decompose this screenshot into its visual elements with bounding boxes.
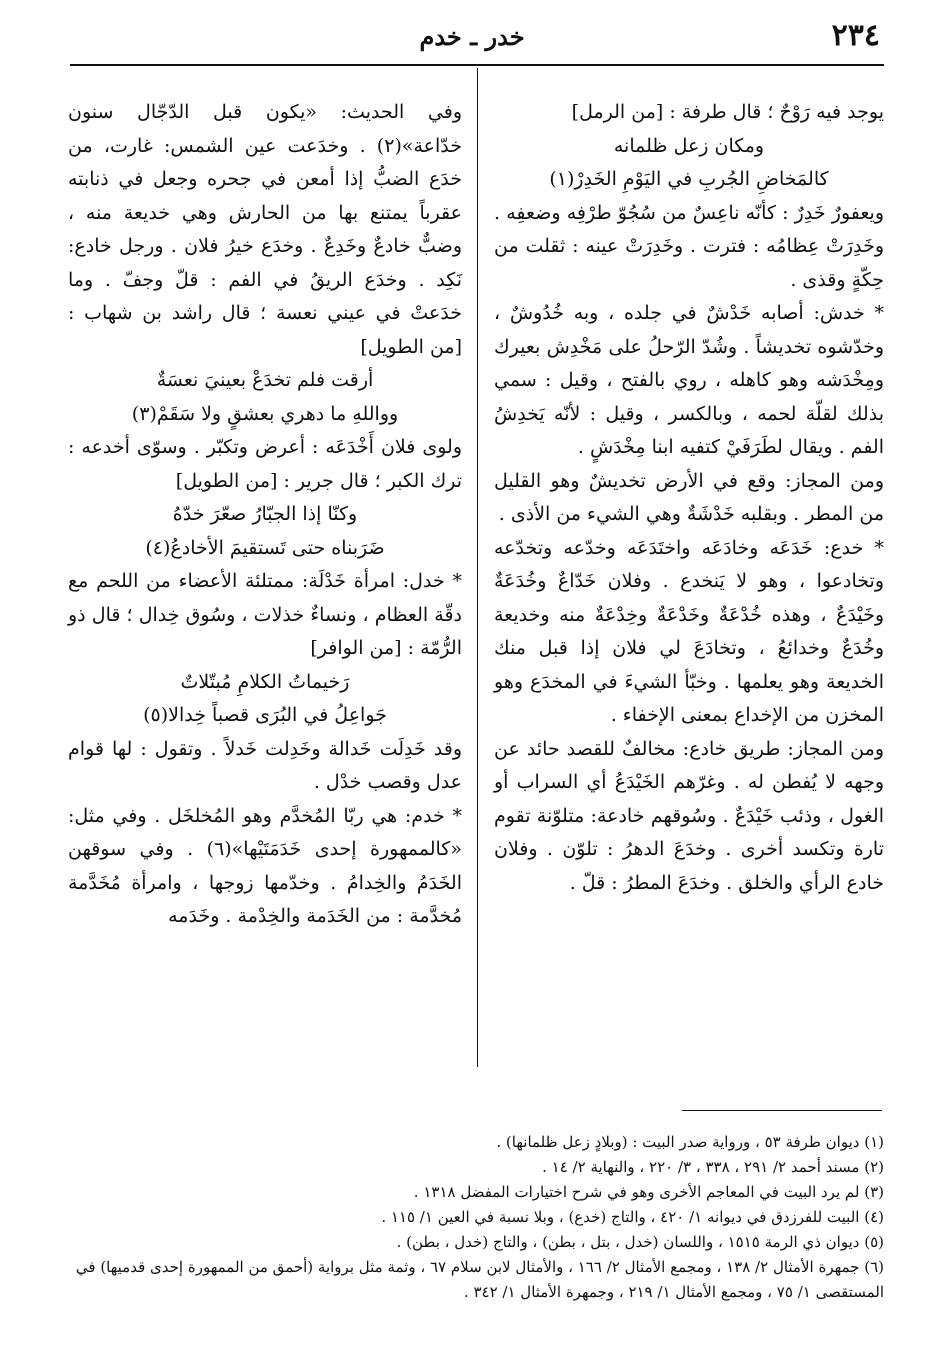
footnotes [66,1130,884,1305]
verse-hemistich: رَخيماتُ الكلامِ مُبتّلاتٌ [180,670,350,693]
verse [68,364,462,431]
right-column [494,96,884,900]
entry-khadam: * خدم: هي ربّا المُخدَّم وهو المُخلخَل . وفي مثل: «كالممهورة إحدى خَدَمَتَيْها»(٦) . وفي سوقهن الخَدَمُ والخِدامُ . وخدّمها زوجها ، وامرأة مُخَدَّمة مُخدَّمة : من الخَدَمة والخِدْمة . وخَدَمه [68,804,462,927]
verse-hemistich: ومكان زعل ظلمانه [613,134,765,157]
page-header [60,18,884,58]
verse [494,130,884,197]
paragraph: ويعفورٌ خَدِرٌ : كأنّه ناعِسٌ من سُجُوّ طرْفِه وضعفِه . وخَدِرَتْ عِظامُه : فترت . وخَدِرَتْ عينه : ثقلت من حِكّةٍ وقذى . [494,201,884,291]
verse-hemistich: كالمَخاضِ الجُربِ في اليَوْمِ الخَدِرْ(١) [549,168,829,190]
verse-hemistich: وكنّا إذا الجبّارُ صعّرَ خدّهُ [172,503,358,525]
footnote: (٥) ديوان ذي الرمة ١٥١٥ ، واللسان (خدل ، بتل ، بطن) ، والتاج (خدل ، بطن) . [396,1233,884,1251]
entry-khadash: * خدش: أصابه خَدْشٌ في جلده ، وبه خُدُوشٌ ، وخدّشوه تخديشاً . وشُدّ الرّحلُ على مَخْدِش بعيرك ومِخْدَشه وهو كاهله ، روي بالفتح ، وقيل : سمي بذلك لقلّة لحمه ، وبالكسر ، وقيل : لأنّه يَخدِشُ الفم . ويقال لطَرَفَيْ كتفيه ابنا مِخْدَشٍ . [494,302,884,458]
entry-khadal: * خدل: امرأة خَدْلَة: ممتلئة الأعضاء من اللحم مع دقّة العظام ، ونساءٌ خذلات ، وسُوق خِدال ؛ قال ذو الرُّمّة : [من الوافر] [68,570,462,659]
paragraph: وفي الحديث: «يكون قبل الدّجّال سنون خدّاعة»(٢) . وخدَعت عين الشمس: غارت، من خدَع الضبُّ إذا أمعن في جحره وجعل في ذنابته عقرباً يمتنع بها من الحارش وهي خديعة منه ، وضبٌّ خادعٌ وخَدِعٌ . وخدَع خيرُ فلان . ورجل خادع: نَكِد . وخدَع الريقُ في الفم : قلّ وجفّ . وما خدَعتْ في عيني نعسة ؛ قال راشد بن شهاب : [من الطويل] [68,101,462,358]
footnote: (٢) مسند أحمد ٢/ ٢٩١ ، ٣٣٨ ، ٣/ ٢٢٠ ، والنهاية ٢/ ١٤ . [542,1158,884,1176]
footnote: (٣) لم يرد البيت في المعاجم الأخرى وهو في شرح اختيارات المفضل ١٣١٨ . [413,1183,884,1201]
paragraph: وقد خَدِلَت خَدالة وخَدِلت خَدلاً . وتقول : لها قوام عدل وقصب خدْل . [68,737,462,793]
left-column [68,96,462,934]
verse-hemistich: وواللهِ ما دهري بعشقٍ ولا سَقَمْ(٣) [131,402,399,425]
footnote: (١) ديوان طرفة ٥٣ ، ورواية صدر البيت : (وبلادٍ زعل ظلمانها) . [496,1133,884,1151]
verse [68,498,462,565]
column-separator [477,68,478,1067]
running-title: خدر ـ خدم [419,22,525,51]
footnote: (٦) جمهرة الأمثال ٢/ ١٣٨ ، ومجمع الأمثال ٢/ ١٦٦ ، والأمثال لابن سلام ٦٧ ، وثمة مثل برواية (أحمق من الممهورة إحدى قدميها) في المستقصى ١/ ٧٥ ، ومجمع الأمثال ١/ ٢١٩ ، وجمهرة الأمثال ١/ ٣٤٢ . [75,1258,884,1301]
entry-khada: * خدع: خَدَعَه وخادَعَه واختَدَعَه وخدّعه وتخدّعه وتخادعوا ، وهو لا يَنخدع . وفلان خَدّاعٌ وخُدَعَةٌ وخَيْدَعٌ ، وهذه خُدْعَةٌ وخَدْعَةٌ وخِدْعَةٌ منه وخديعة وخُدَعٌ وخدائعُ ، وتخادَعَ لي فلان إذا قبل منك الخديعة وهو يعلمها . وخبّأ الشيءَ في المخدَع وهو المخزن من الإخداع بمعنى الإخفاء . [494,536,884,726]
verse-hemistich: ضَرَبناه حتى تَستقيمَ الأخادعُ(٤) [145,536,385,559]
page-number: ٢٣٤ [831,18,880,53]
header-rule [70,64,884,66]
paragraph: ولوى فلان أَخْدَعَه : أعرض وتكبّر . وسوّى أخدعه : ترك الكبر ؛ قال جرير : [من الطويل] [68,436,462,492]
verse [68,666,462,733]
verse-hemistich: أرقت فلم تخدَعْ بعينيَ نعسَةٌ [156,369,374,391]
paragraph: ومن المجاز: طريق خادع: مخالفٌ للقصد حائد عن وجهه لا يُفطن له . وغرّهم الخَيْدَعُ أي السراب أو الغول ، وذئب خَيْدَعٌ . وسُوقهم خادعة: متلوّنة تقوم تارة وتكسد أخرى . وخدَعَ الدهرُ : تلوّن . وفلان خادع الرأي والخلق . وخدَعَ المطرُ : قلّ . [494,737,884,894]
verse-hemistich: جَواعِلُ في البُرَى قصباً خِدالا(٥) [143,704,387,726]
paragraph: يوجد فيه رَوْحٌ ؛ قال طرفة : [من الرمل] [571,101,884,123]
footnote: (٤) البيت للفرزدق في ديوانه ١/ ٤٢٠ ، والتاج (خدع) ، وبلا نسبة في العين ١/ ١١٥ . [381,1208,884,1226]
footnote-rule [682,1110,882,1111]
paragraph: ومن المجاز: وقع في الأرض تخديشٌ وهو القليل من المطر . وبقلبه خَدْشَةٌ وهي الشيء من الأذى . [494,469,884,525]
